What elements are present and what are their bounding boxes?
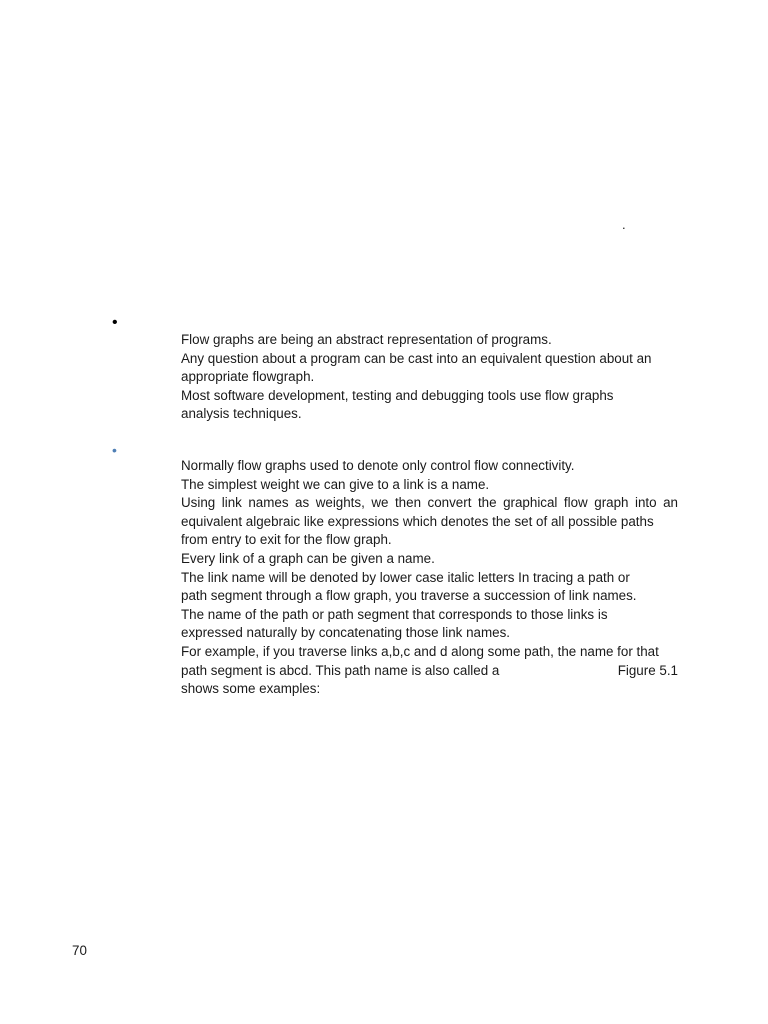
text-line: appropriate flowgraph. — [181, 369, 315, 385]
text-line: Normally flow graphs used to denote only control flow connectivity. — [181, 458, 575, 473]
text-line: analysis techniques. — [181, 406, 302, 422]
text-line: Any question about a program can be cast into an equivalent question about an — [181, 350, 652, 366]
justified-paragraph: Using link names as weights, we then convert the graphical flow graph into an equivalent algebraic like expressions which denotes the set of all possible paths — [181, 495, 678, 529]
text-line: For example, if you traverse links a,b,c and d along some path, the name for that — [181, 643, 659, 659]
page-number: 70 — [72, 943, 87, 958]
text-line: path segment through a flow graph, you traverse a succession of link names. — [181, 588, 637, 604]
figure-reference: Figure 5.1 — [617, 662, 678, 678]
text-line: The simplest weight we can give to a link is a name. — [181, 476, 490, 492]
bullet-marker: • — [112, 314, 118, 331]
text-line: The name of the path or path segment that corresponds to those links is — [181, 606, 608, 622]
text-fragment: path segment is abcd. This path name is also called a — [181, 662, 500, 678]
text-line: shows some examples: — [181, 681, 321, 697]
text-line: expressed naturally by concatenating those link names. — [181, 625, 511, 641]
text-line: Flow graphs are being an abstract representation of programs. — [181, 332, 552, 347]
text-line: Most software development, testing and debugging tools use flow graphs — [181, 387, 614, 403]
text-line: The link name will be denoted by lower case italic letters In tracing a path or — [181, 569, 630, 585]
text-line: Every link of a graph can be given a name. — [181, 550, 435, 566]
stray-dot-mark: . — [622, 217, 626, 232]
bullet-marker-blue: • — [112, 442, 117, 458]
link-names-block — [181, 457, 678, 699]
flow-graphs-overview-block — [181, 331, 678, 424]
text-line: from entry to exit for the flow graph. — [181, 532, 392, 548]
justified-line — [181, 662, 678, 681]
